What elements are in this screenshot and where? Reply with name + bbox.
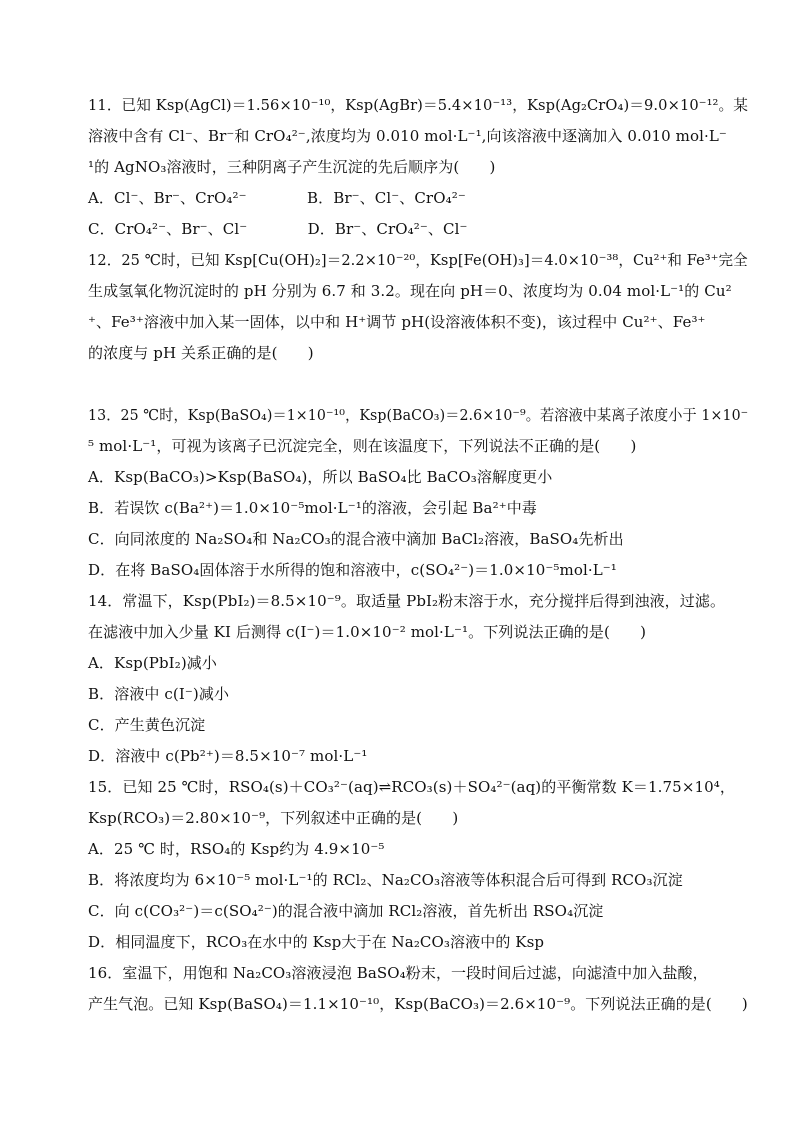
q12-stem-line3: ⁺、Fe³⁺溶液中加入某一固体，以中和 H⁺调节 pH(设溶液体积不变)，该过程中 Cu²⁺、Fe³⁺ [88, 313, 706, 331]
q13-option-a: A．Ksp(BaCO₃)>Ksp(BaSO₄)，所以 BaSO₄比 BaCO₃溶解度更小 [88, 468, 553, 486]
q15-option-d: D．相同温度下，RCO₃在水中的 Ksp大于在 Na₂CO₃溶液中的 Ksp [88, 933, 545, 951]
q16-stem-line2: 产生气泡。已知 Ksp(BaSO₄)＝1.1×10⁻¹⁰，Ksp(BaCO₃)＝2.6×10⁻⁹。下列说法正确的是( ) [88, 995, 748, 1013]
q11-options-ab: A．Cl⁻、Br⁻、CrO₄²⁻ B．Br⁻、Cl⁻、CrO₄²⁻ [88, 189, 466, 207]
q11-options-cd: C．CrO₄²⁻、Br⁻、Cl⁻ D．Br⁻、CrO₄²⁻、Cl⁻ [88, 220, 468, 238]
q11-stem-line1: 11．已知 Ksp(AgCl)＝1.56×10⁻¹⁰，Ksp(AgBr)＝5.4×10⁻¹³，Ksp(Ag₂CrO₄)＝9.0×10⁻¹²。某 [88, 96, 749, 114]
q13-option-d: D．在将 BaSO₄固体溶于水所得的饱和溶液中，c(SO₄²⁻)＝1.0×10⁻⁵mol·L⁻¹ [88, 561, 617, 579]
q14-option-b: B．溶液中 c(I⁻)减小 [88, 685, 230, 703]
q12-stem-line4: 的浓度与 pH 关系正确的是( ) [88, 344, 314, 362]
q11-stem-line3: ¹的 AgNO₃溶液时，三种阴离子产生沉淀的先后顺序为( ) [88, 158, 496, 176]
q15-option-a: A．25 ℃ 时，RSO₄的 Ksp约为 4.9×10⁻⁵ [88, 840, 385, 858]
q13-stem-line2: ⁵ mol·L⁻¹，可视为该离子已沉淀完全，则在该温度下，下列说法不正确的是( ) [88, 437, 637, 455]
q14-option-c: C．产生黄色沉淀 [88, 716, 206, 734]
q12-stem-line2: 生成氢氧化物沉淀时的 pH 分别为 6.7 和 3.2。现在向 pH＝0、浓度均为 0.04 mol·L⁻¹的 Cu² [88, 282, 732, 300]
q13-option-b: B．若误饮 c(Ba²⁺)＝1.0×10⁻⁵mol·L⁻¹的溶液，会引起 Ba²⁺中毒 [88, 499, 537, 517]
q14-stem-line2: 在滤液中加入少量 KI 后测得 c(I⁻)＝1.0×10⁻² mol·L⁻¹。下列说法正确的是( ) [88, 623, 647, 641]
q15-stem-line2: Ksp(RCO₃)＝2.80×10⁻⁹，下列叙述中正确的是( ) [88, 809, 459, 827]
q15-stem-line1: 15．已知 25 ℃时，RSO₄(s)＋CO₃²⁻(aq)⇌RCO₃(s)＋SO₄²⁻(aq)的平衡常数 K＝1.75×10⁴， [88, 778, 735, 796]
q14-option-a: A．Ksp(PbI₂)减小 [88, 654, 217, 672]
q14-option-d: D．溶液中 c(Pb²⁺)＝8.5×10⁻⁷ mol·L⁻¹ [88, 747, 368, 765]
q16-stem-line1: 16．室温下，用饱和 Na₂CO₃溶液浸泡 BaSO₄粉末，一段时间后过滤，向滤渣中加入盐酸， [88, 964, 708, 982]
q13-stem-line1: 13．25 ℃时，Ksp(BaSO₄)＝1×10⁻¹⁰，Ksp(BaCO₃)＝2.6×10⁻⁹。若溶液中某离子浓度小于 1×10⁻ [88, 406, 749, 424]
q12-stem-line1: 12．25 ℃时，已知 Ksp[Cu(OH)₂]＝2.2×10⁻²⁰，Ksp[Fe(OH)₃]＝4.0×10⁻³⁸，Cu²⁺和 Fe³⁺完全 [88, 251, 748, 269]
q15-option-b: B．将浓度均为 6×10⁻⁵ mol·L⁻¹的 RCl₂、Na₂CO₃溶液等体积混合后可得到 RCO₃沉淀 [88, 871, 683, 889]
q13-option-c: C．向同浓度的 Na₂SO₄和 Na₂CO₃的混合液中滴加 BaCl₂溶液，BaSO₄先析出 [88, 530, 624, 548]
q14-stem-line1: 14．常温下，Ksp(PbI₂)＝8.5×10⁻⁹。取适量 PbI₂粉末溶于水，充分搅拌后得到浊液，过滤。 [88, 592, 726, 610]
q15-option-c: C．向 c(CO₃²⁻)＝c(SO₄²⁻)的混合液中滴加 RCl₂溶液，首先析出 RSO₄沉淀 [88, 902, 604, 920]
q11-stem-line2: 溶液中含有 Cl⁻、Br⁻和 CrO₄²⁻,浓度均为 0.010 mol·L⁻¹,向该溶液中逐滴加入 0.010 mol·L⁻ [88, 127, 727, 145]
